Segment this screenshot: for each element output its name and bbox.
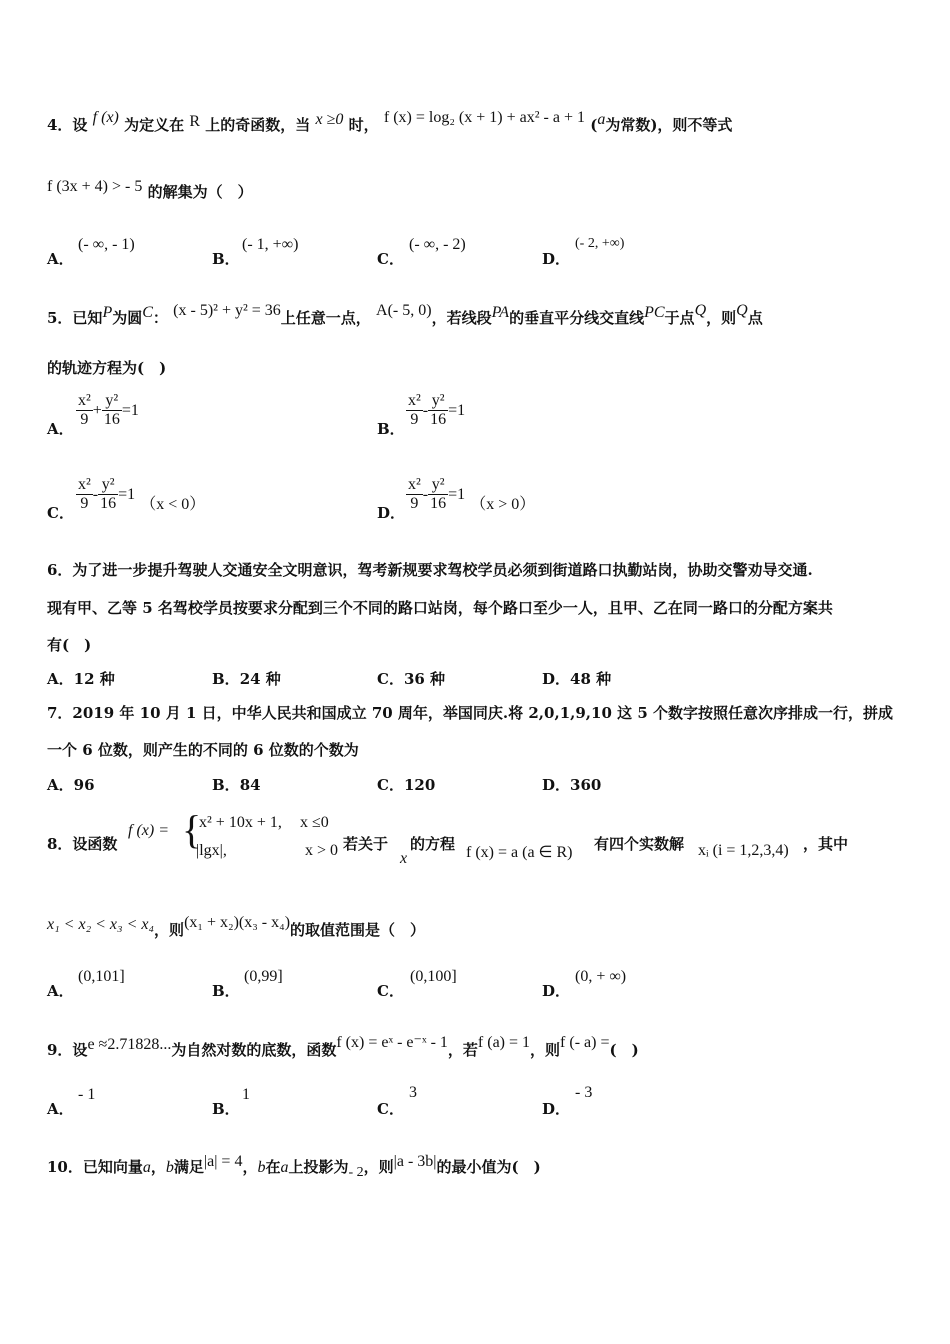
q10-line1: 10．已知向量a，b满足|a| = 4，b在a上投影为- 2，则|a - 3b|的最小值为( ) [47, 1153, 541, 1180]
q8-case1: x² + 10x + 1, [199, 814, 282, 831]
q5-circle: (x - 5)² + y² = 36 [173, 302, 281, 319]
q4-line1: 4．设 f (x) 为定义在 R 上的奇函数，当 x ≥0 时， f (x) = log₂ (x + 1) + ax² - a + 1 (a为常数)，则不等式 [47, 109, 733, 134]
q4-line2: f (3x + 4) > - 5 的解集为（ ） [47, 178, 253, 201]
q8-line2: x₁ < x₂ < x₃ < x₄，则(x₁ + x₂)(x₃ - x₄)的取值范围是（ ） [47, 914, 426, 939]
q5-line1: 5．已知P为圆C： (x - 5)² + y² = 36上任意一点， A(- 5, 0)，若线段PA的垂直平分线交直线PC于点Q，则Q点 [47, 302, 763, 327]
q4-fx: f (x) [92, 109, 119, 126]
q8-equation: f (x) = a (a ∈ R) [466, 844, 573, 861]
q4-formula: f (x) = log₂ (x + 1) + ax² - a + 1 [383, 109, 585, 126]
q6-line1: 6．为了进一步提升驾驶人交通安全文明意识，驾考新规要求驾校学员必须到街道路口执勤站岗，协助交警劝导交通. [47, 561, 813, 579]
q9-line1: 9．设e ≈2.71828...为自然对数的底数，函数f (x) = eˣ - e⁻ˣ - 1，若f (a) = 1，则f (- a) =( ) [47, 1034, 639, 1059]
q7-line2: 一个 6 位数，则产生的不同的 6 位数的个数为 [47, 741, 359, 759]
q8-case2: |lgx|, [196, 842, 227, 859]
q8-fx: f (x) = [128, 822, 169, 839]
q8-label: 8．设函数 [47, 835, 118, 853]
q8-case1-cond: x ≤0 [300, 814, 329, 831]
q8-case2-cond: x > 0 [305, 842, 339, 859]
q8-brace: { [182, 807, 202, 852]
q6-line2: 现有甲、乙等 5 名驾校学员按要求分配到三个不同的路口站岗，每个路口至少一人，且甲、乙在同一路口的分配方案共 [47, 599, 833, 617]
q8-xi: xᵢ (i = 1,2,3,4) [698, 842, 789, 859]
q4-number: 4．设 [47, 116, 88, 134]
q6-line3: 有( ) [47, 636, 92, 654]
q5-line2: 的轨迹方程为( ) [47, 359, 167, 377]
q4-inequality: f (3x + 4) > - 5 [47, 178, 143, 195]
q7-line1: 7．2019 年 10 月 1 日，中华人民共和国成立 70 周年，举国同庆.将 2,0,1,9,10 这 5 个数字按照任意次序排成一行，拼成 [47, 704, 893, 722]
